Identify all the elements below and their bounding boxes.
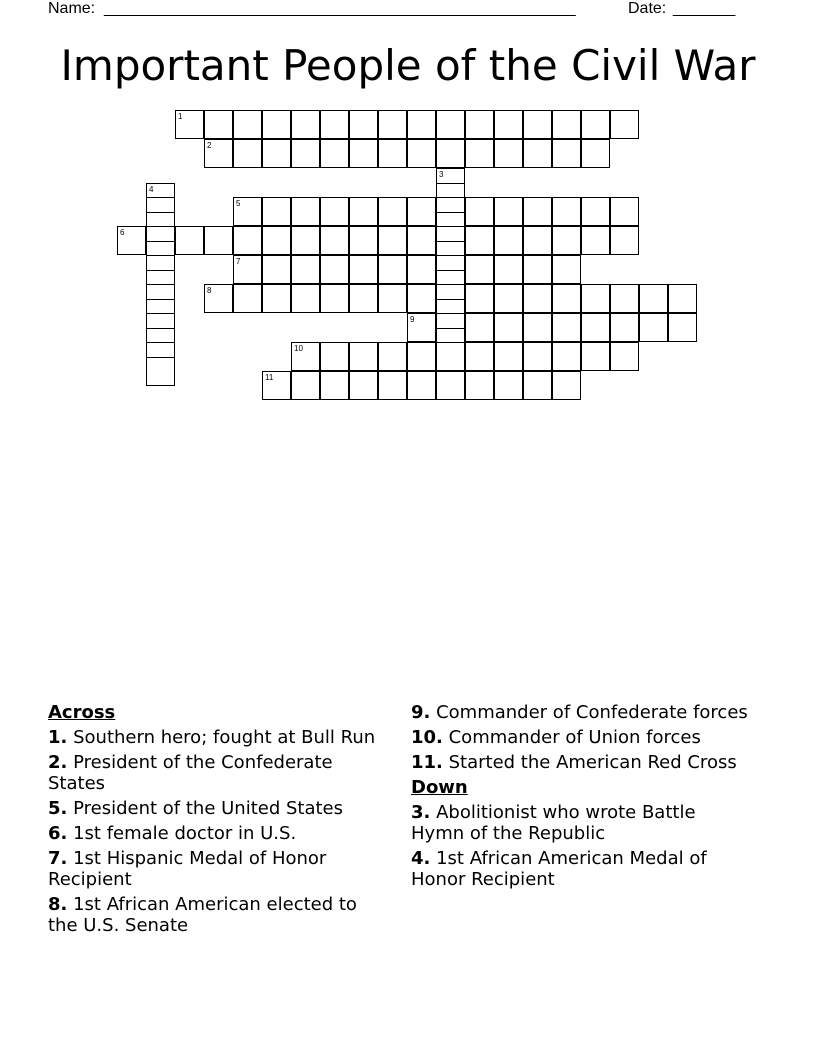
crossword-cell[interactable]	[407, 313, 436, 342]
clue-item-text: Commander of Union forces	[442, 727, 701, 748]
crossword-cell[interactable]	[378, 342, 407, 371]
crossword-cell[interactable]	[349, 284, 378, 313]
crossword-cell[interactable]	[378, 110, 407, 139]
crossword-cell[interactable]	[610, 313, 639, 342]
crossword-cell[interactable]	[320, 197, 349, 226]
crossword-cell[interactable]	[291, 255, 320, 284]
crossword-cell[interactable]	[407, 284, 436, 313]
crossword-cell[interactable]	[320, 139, 349, 168]
crossword-cell[interactable]	[320, 371, 349, 400]
crossword-cell[interactable]	[523, 110, 552, 139]
crossword-cell[interactable]	[668, 284, 697, 313]
crossword-cell[interactable]	[204, 226, 233, 255]
clue-number: 5	[236, 199, 241, 208]
clue-item-number: 4.	[411, 848, 431, 869]
crossword-cell[interactable]	[233, 139, 262, 168]
clue-item-text: President of the United States	[67, 798, 343, 819]
crossword-cell[interactable]	[465, 313, 494, 342]
crossword-cell[interactable]	[436, 371, 465, 400]
clue-item-number: 6.	[48, 823, 68, 844]
crossword-cell[interactable]	[610, 197, 639, 226]
crossword-cell[interactable]	[465, 226, 494, 255]
across-heading: Across	[48, 702, 116, 723]
crossword-cell[interactable]	[552, 284, 581, 313]
crossword-cell[interactable]	[523, 342, 552, 371]
crossword-cell[interactable]	[523, 313, 552, 342]
clue-number: 10	[294, 344, 303, 353]
crossword-cell[interactable]	[407, 255, 436, 284]
crossword-cell[interactable]	[465, 371, 494, 400]
crossword-cell[interactable]	[552, 313, 581, 342]
crossword-cell[interactable]	[204, 139, 233, 168]
across-clue-list	[48, 727, 388, 936]
clue-item-text: Commander of Confederate forces	[430, 702, 748, 723]
clue-item	[48, 848, 388, 890]
crossword-cell[interactable]	[204, 284, 233, 313]
crossword-cell[interactable]	[349, 226, 378, 255]
clues-right-column	[411, 702, 751, 894]
page-title: Important People of the Civil War	[60, 41, 756, 90]
clue-item	[48, 727, 388, 748]
crossword-cell[interactable]	[175, 226, 204, 255]
crossword-cell[interactable]	[320, 226, 349, 255]
crossword-cell[interactable]	[117, 226, 146, 255]
crossword-cell[interactable]	[494, 110, 523, 139]
clue-item-text: Southern hero; fought at Bull Run	[67, 727, 376, 748]
crossword-cell[interactable]	[262, 255, 291, 284]
crossword-cell[interactable]	[523, 226, 552, 255]
clue-item-text: 1st female doctor in U.S.	[67, 823, 297, 844]
crossword-cell[interactable]	[436, 139, 465, 168]
crossword-cell[interactable]	[378, 284, 407, 313]
crossword-cell[interactable]	[610, 342, 639, 371]
name-label: Name:	[48, 0, 96, 17]
crossword-cell[interactable]	[349, 342, 378, 371]
clue-item-text: 1st African American Medal of Honor Recipient	[411, 848, 707, 890]
clue-item-number: 9.	[411, 702, 431, 723]
clue-item-number: 10.	[411, 727, 443, 748]
crossword-cell[interactable]	[581, 226, 610, 255]
crossword-cell[interactable]	[233, 226, 262, 255]
clue-item-text: Abolitionist who wrote Battle Hymn of the Republic	[411, 802, 696, 844]
down-clue-list	[411, 802, 751, 890]
crossword-cell[interactable]	[146, 357, 175, 386]
crossword-cell[interactable]	[494, 226, 523, 255]
crossword-cell[interactable]	[523, 197, 552, 226]
crossword-cell[interactable]	[552, 139, 581, 168]
clue-number: 11	[265, 373, 274, 382]
crossword-cell[interactable]	[639, 313, 668, 342]
crossword-cell[interactable]	[233, 255, 262, 284]
clue-number: 4	[149, 184, 154, 194]
crossword-cell[interactable]	[407, 139, 436, 168]
across-clue-list-continued	[411, 702, 751, 773]
down-heading: Down	[411, 777, 468, 798]
crossword-cell[interactable]	[262, 110, 291, 139]
crossword-cell[interactable]	[552, 371, 581, 400]
crossword-cell[interactable]	[407, 342, 436, 371]
crossword-cell[interactable]	[320, 342, 349, 371]
crossword-cell[interactable]	[610, 226, 639, 255]
date-blank: _______	[673, 0, 736, 17]
clue-item	[411, 848, 751, 890]
crossword-cell[interactable]	[552, 197, 581, 226]
crossword-cell[interactable]	[407, 197, 436, 226]
clue-number: 3	[439, 170, 444, 179]
clue-item-number: 2.	[48, 752, 68, 773]
crossword-cell[interactable]	[523, 284, 552, 313]
crossword-cell[interactable]	[494, 139, 523, 168]
clue-number: 7	[236, 257, 241, 266]
crossword-cell[interactable]	[291, 139, 320, 168]
crossword-cell[interactable]	[233, 110, 262, 139]
clue-item-text: President of the Confederate States	[48, 752, 333, 794]
crossword-cell[interactable]	[523, 139, 552, 168]
clue-number: 9	[410, 315, 415, 324]
crossword-cell[interactable]	[349, 371, 378, 400]
crossword-cell[interactable]	[378, 371, 407, 400]
crossword-cell[interactable]	[552, 110, 581, 139]
crossword-cell[interactable]	[465, 255, 494, 284]
crossword-cell[interactable]	[291, 284, 320, 313]
clue-number: 8	[207, 286, 212, 295]
crossword-cell[interactable]	[407, 226, 436, 255]
crossword-cell[interactable]	[552, 255, 581, 284]
crossword-cell[interactable]	[349, 197, 378, 226]
clue-item-number: 8.	[48, 894, 68, 915]
crossword-cell[interactable]	[465, 342, 494, 371]
crossword-cell[interactable]	[349, 255, 378, 284]
crossword-cell[interactable]	[581, 342, 610, 371]
crossword-cell[interactable]	[262, 197, 291, 226]
clue-item-text: 1st African American elected to the U.S. Senate	[48, 894, 357, 936]
crossword-cell[interactable]	[262, 226, 291, 255]
crossword-cell[interactable]	[494, 197, 523, 226]
crossword-cell[interactable]	[175, 110, 204, 139]
crossword-cell[interactable]	[436, 110, 465, 139]
crossword-cell[interactable]	[465, 139, 494, 168]
crossword-cell[interactable]	[610, 284, 639, 313]
crossword-cell[interactable]	[349, 139, 378, 168]
crossword-cell[interactable]	[523, 371, 552, 400]
clue-item-text: Started the American Red Cross	[442, 752, 737, 773]
crossword-cell[interactable]	[465, 110, 494, 139]
name-blank: _____________________________________________________	[104, 0, 576, 17]
clue-item	[48, 894, 388, 936]
crossword-cell[interactable]	[639, 284, 668, 313]
crossword-cell[interactable]	[581, 197, 610, 226]
crossword-cell[interactable]	[668, 313, 697, 342]
crossword-cell[interactable]	[262, 284, 291, 313]
crossword-cell[interactable]	[552, 342, 581, 371]
crossword-cell[interactable]	[494, 255, 523, 284]
crossword-cell[interactable]	[378, 255, 407, 284]
clue-item	[411, 802, 751, 844]
crossword-cell[interactable]	[262, 139, 291, 168]
clue-number: 2	[207, 141, 212, 150]
crossword-cell[interactable]	[581, 313, 610, 342]
clue-number: 6	[120, 228, 125, 237]
crossword-cell[interactable]	[291, 110, 320, 139]
crossword-cell[interactable]	[291, 371, 320, 400]
crossword-cell[interactable]	[494, 342, 523, 371]
clue-item	[411, 752, 751, 773]
crossword-cell[interactable]	[204, 110, 233, 139]
clue-number: 1	[178, 112, 183, 121]
crossword-cell[interactable]	[552, 226, 581, 255]
crossword-cell[interactable]	[523, 255, 552, 284]
crossword-cell[interactable]	[291, 226, 320, 255]
crossword-cell[interactable]	[465, 284, 494, 313]
crossword-cell[interactable]	[349, 110, 378, 139]
crossword-cell[interactable]	[494, 313, 523, 342]
crossword-cell[interactable]	[320, 284, 349, 313]
clue-item-number: 7.	[48, 848, 68, 869]
clues-left-column	[48, 702, 388, 940]
crossword-cell[interactable]	[320, 110, 349, 139]
crossword-cell[interactable]	[465, 197, 494, 226]
crossword-cell[interactable]	[407, 110, 436, 139]
date-label: Date:	[628, 0, 667, 17]
clue-item-number: 1.	[48, 727, 68, 748]
crossword-cell[interactable]	[436, 342, 465, 371]
crossword-cell[interactable]	[233, 197, 262, 226]
crossword-cell[interactable]	[378, 197, 407, 226]
clue-item-text: 1st Hispanic Medal of Honor Recipient	[48, 848, 327, 890]
crossword-cell[interactable]	[494, 284, 523, 313]
crossword-cell[interactable]	[610, 110, 639, 139]
clue-item-number: 11.	[411, 752, 443, 773]
crossword-cell[interactable]	[581, 110, 610, 139]
crossword-cell[interactable]	[494, 371, 523, 400]
crossword-cell[interactable]	[320, 255, 349, 284]
crossword-cell[interactable]	[291, 197, 320, 226]
clue-item	[411, 727, 751, 748]
crossword-cell[interactable]	[378, 226, 407, 255]
crossword-cell[interactable]	[581, 139, 610, 168]
crossword-cell[interactable]	[407, 371, 436, 400]
clue-item	[48, 752, 388, 794]
crossword-cell[interactable]	[262, 371, 291, 400]
clue-item	[48, 823, 388, 844]
crossword-cell[interactable]	[581, 284, 610, 313]
clue-item	[411, 702, 751, 723]
clue-item-number: 5.	[48, 798, 68, 819]
clue-item	[48, 798, 388, 819]
crossword-cell[interactable]	[291, 342, 320, 371]
crossword-cell[interactable]	[378, 139, 407, 168]
clue-item-number: 3.	[411, 802, 431, 823]
crossword-cell[interactable]	[233, 284, 262, 313]
